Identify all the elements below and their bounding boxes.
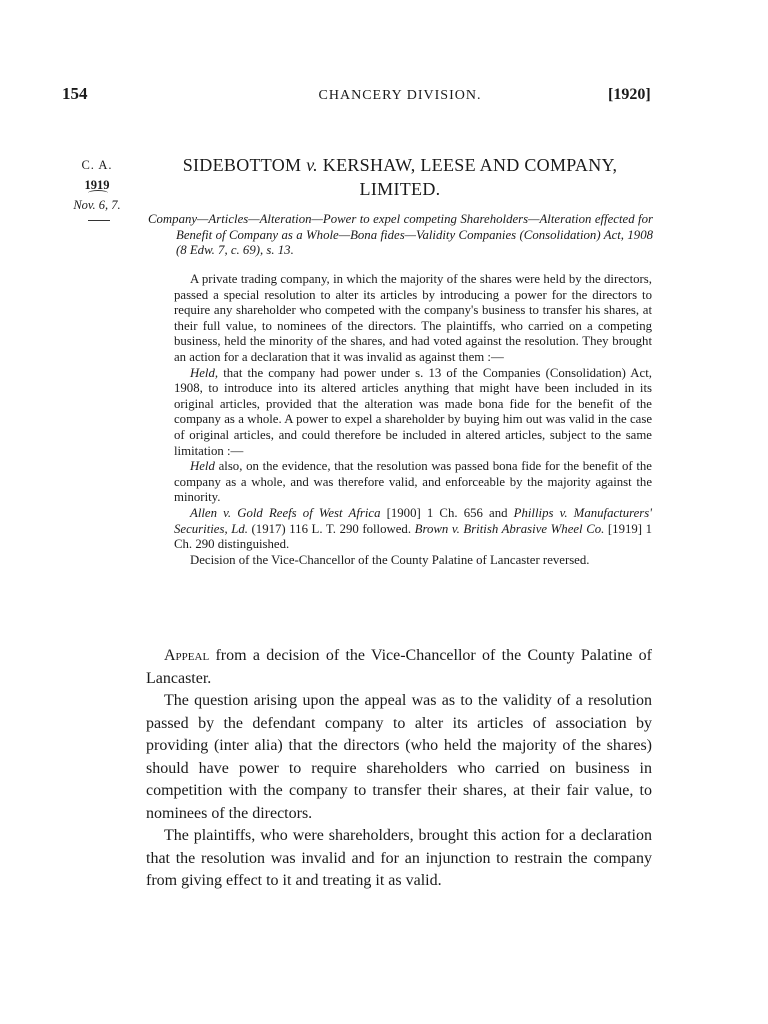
citation-allen: Allen v. Gold Reefs of West Africa [190,505,381,520]
citation-brown: Brown v. British Abrasive Wheel Co. [414,521,605,536]
volume-year: [1920] [608,86,651,103]
body-paragraph-question: The question arising upon the appeal was as to the validity of a resolution passed by the defendant company to alter its articles of association by providing (inter alia) that the directors (who held the majority of the shares) should have power to require shareholders who carried on business in competition with the company to transfer their shares, at their fair value, to nominees of the directors. [146,692,652,822]
case-title-part1: SIDEBOTTOM [182,155,302,175]
appeal-label: Appeal [164,647,210,664]
headnote-decision: Decision of the Vice-Chancellor of the County Palatine of Lancaster reversed. [190,552,590,567]
margin-year: 1919 [84,178,110,192]
headnote-held-1: Held, that the company had power under s. 13 of the Companies (Consolidation) Act, 1908, to introduce into its altered articles anything that might have been included in its original articles, provided that the alteration was made bona fide for the benefit of the company as a whole. A power to expel a shareholder by buying him out was valid in the case of original articles, and could therefore be included in altered articles, subject to the same limitation :— [174,365,652,458]
citation-phillips: Phillips v. Manufacturers' Securities, Ld. [174,505,652,536]
margin-dash [88,220,110,221]
headnote-facts: A private trading company, in which the majority of the shares were held by the directors, passed a special resolution to alter its articles by introducing a power for the directors to require any shareholder who competed with the company's business to transfer his shares, at their full value, to nominees of the directors. The plaintiffs, who carried on a competing business, held the minority of the shares, and had voted against the resolution. They brought an action for a declaration that it was invalid as against them :— [174,272,652,364]
held-label: Held, [190,365,219,380]
case-title [146,153,654,201]
case-title-part2: KERSHAW, LEESE AND COMPANY, LIMITED. [322,155,618,199]
headnote-held-2: Held also, on the evidence, that the resolution was passed bona fide for the benefit of the company as a whole, and was therefore valid, and enforceable by the majority against the minority. [174,459,652,505]
body-text [146,645,652,893]
catchwords: Company—Articles—Alteration—Power to expel competing Shareholders—Alteration effected for Benefit of Company as a Whole—Bona fides—Validity Companies (Consolidation) Act, 1908 (8 Edw. 7, c. 69), s. 13. [148,212,653,257]
case-versus: v. [306,155,318,175]
held-label: Held [190,459,215,474]
page-number: 154 [62,84,88,103]
body-paragraph-appeal: Appeal from a decision of the Vice-Chancellor of the County Palatine of Lancaster. [146,647,652,687]
running-head: CHANCERY DIVISION. [318,88,482,103]
headnote-citations: Allen v. Gold Reefs of West Africa [1900] 1 Ch. 656 and Phillips v. Manufacturers' Securities, Ld. (1917) 116 L. T. 290 followed. Brown v. British Abrasive Wheel Co. [1919] 1 Ch. 290 distinguished. [174,505,653,552]
margin-court: C. A. [81,158,113,172]
body-paragraph-plaintiffs: The plaintiffs, who were shareholders, brought this action for a declaration that the resolution was invalid and for an injunction to restrain the company from giving effect to it and treating it as valid. [146,827,652,889]
headnote [174,272,652,568]
margin-date: Nov. 6, 7. [73,198,121,212]
